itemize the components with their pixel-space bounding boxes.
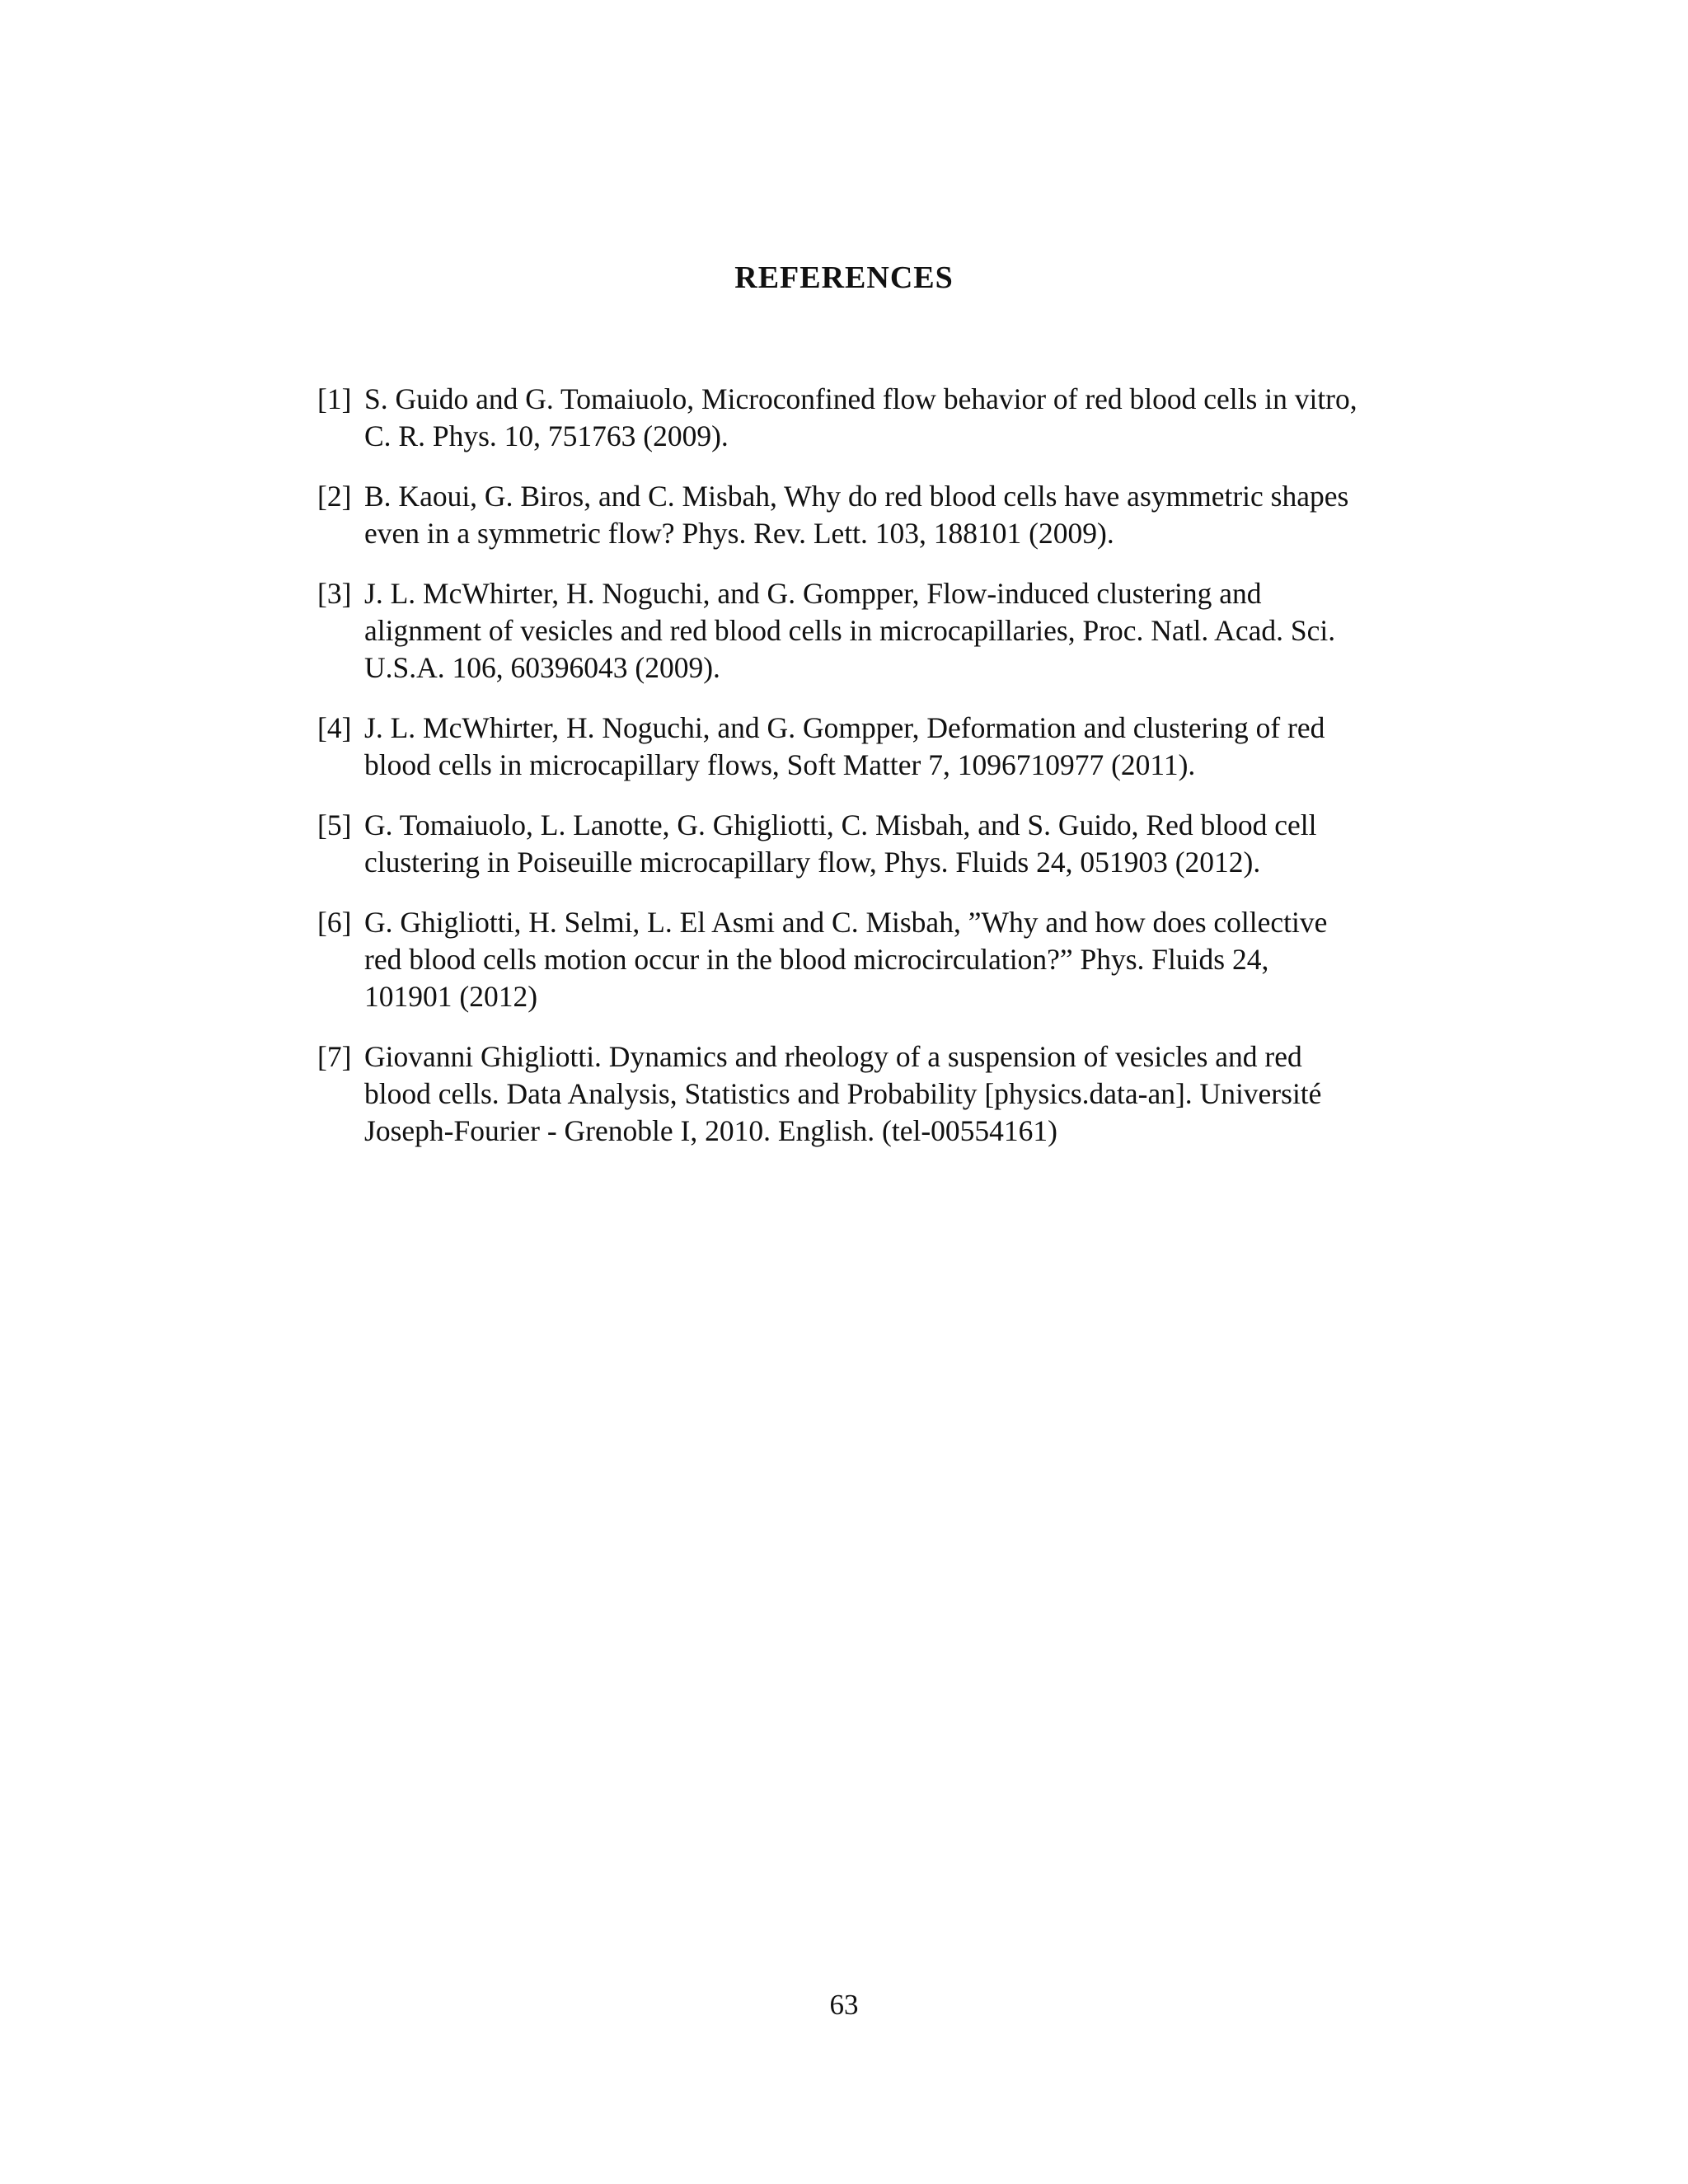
- reference-line: alignment of vesicles and red blood cells in microcapillaries, Proc. Natl. Acad. Sci.: [364, 614, 1336, 647]
- reference-item: [317, 807, 1471, 881]
- reference-line: S. Guido and G. Tomaiuolo, Microconfined flow behavior of red blood cells in vitro,: [364, 382, 1357, 415]
- reference-number: [7]: [317, 1040, 352, 1073]
- reference-item: [317, 381, 1471, 455]
- reference-number: [2]: [317, 480, 352, 513]
- reference-number: [3]: [317, 577, 352, 610]
- reference-line: even in a symmetric flow? Phys. Rev. Lett. 103, 188101 (2009).: [364, 517, 1114, 550]
- reference-line: Giovanni Ghigliotti. Dynamics and rheology of a suspension of vesicles and red: [364, 1040, 1302, 1073]
- reference-item: [317, 710, 1471, 784]
- reference-item: [317, 478, 1471, 552]
- reference-list: [317, 381, 1471, 1173]
- reference-line: Joseph-Fourier - Grenoble I, 2010. English. (tel-00554161): [364, 1114, 1057, 1147]
- reference-line: blood cells. Data Analysis, Statistics and Probability [physics.data-an]. Université: [364, 1077, 1322, 1110]
- reference-line: J. L. McWhirter, H. Noguchi, and G. Gompper, Deformation and clustering of red: [364, 711, 1325, 744]
- reference-item: [317, 575, 1471, 687]
- reference-line: G. Ghigliotti, H. Selmi, L. El Asmi and C. Misbah, ”Why and how does collective: [364, 906, 1328, 939]
- reference-number: [5]: [317, 808, 352, 841]
- reference-line: U.S.A. 106, 60396043 (2009).: [364, 651, 720, 684]
- reference-line: G. Tomaiuolo, L. Lanotte, G. Ghigliotti, C. Misbah, and S. Guido, Red blood cell: [364, 808, 1317, 841]
- reference-line: J. L. McWhirter, H. Noguchi, and G. Gompper, Flow-induced clustering and: [364, 577, 1262, 610]
- reference-item: [317, 1038, 1471, 1150]
- page-number: 63: [829, 1989, 859, 2021]
- reference-number: [1]: [317, 382, 352, 415]
- reference-item: [317, 904, 1471, 1015]
- reference-line: 101901 (2012): [364, 980, 538, 1013]
- reference-line: blood cells in microcapillary flows, Soft Matter 7, 1096710977 (2011).: [364, 748, 1196, 781]
- references-heading: REFERENCES: [734, 260, 954, 295]
- reference-line: red blood cells motion occur in the blood microcirculation?” Phys. Fluids 24,: [364, 943, 1269, 976]
- reference-line: C. R. Phys. 10, 751763 (2009).: [364, 419, 729, 452]
- reference-line: clustering in Poiseuille microcapillary flow, Phys. Fluids 24, 051903 (2012).: [364, 846, 1261, 879]
- reference-line: B. Kaoui, G. Biros, and C. Misbah, Why do red blood cells have asymmetric shapes: [364, 480, 1349, 513]
- reference-number: [6]: [317, 906, 352, 939]
- reference-number: [4]: [317, 711, 352, 744]
